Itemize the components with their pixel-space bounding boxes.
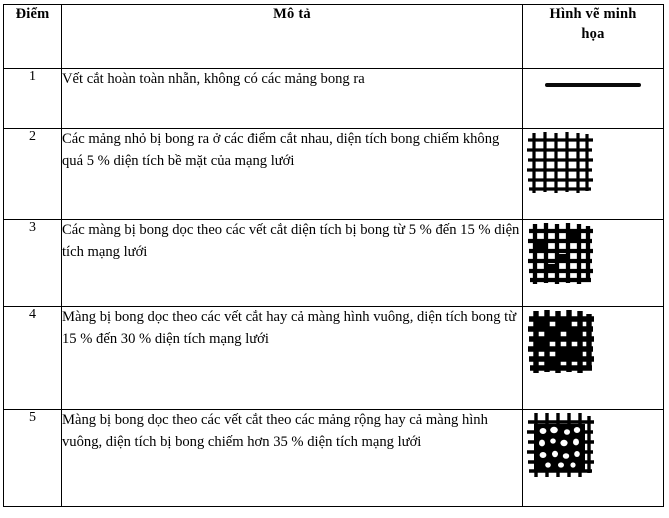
column-header-description: Mô tả [62, 5, 523, 69]
cut-line-icon [545, 83, 641, 87]
figure-cell [523, 220, 664, 307]
table-row [4, 307, 664, 410]
score-cell: 3 [4, 220, 62, 307]
column-header-score: Điểm [4, 5, 62, 69]
table-row [4, 129, 664, 220]
description-cell: Các mảng nhỏ bị bong ra ở các điểm cắt nhau, diện tích bong chiếm không quá 5 % diện tích bề mặt của mạng lưới [62, 129, 523, 220]
score-cell: 4 [4, 307, 62, 410]
heavy-flaking-grid-illustration [523, 307, 597, 377]
table-header [4, 5, 664, 69]
light-flaking-grid-illustration [523, 129, 595, 197]
table-body [4, 69, 664, 507]
score-cell: 1 [4, 69, 62, 129]
severe-flaking-grid-illustration [523, 410, 597, 480]
table-row [4, 69, 664, 129]
moderate-flaking-grid-illustration [523, 220, 595, 288]
adhesion-rating-table [3, 4, 664, 507]
score-cell: 2 [4, 129, 62, 220]
smooth-cut-line-illustration [545, 69, 641, 87]
description-cell: Vết cắt hoàn toàn nhẵn, không có các mảng bong ra [62, 69, 523, 129]
description-cell: Màng bị bong dọc theo các vết cắt theo các mảng rộng hay cả màng hình vuông, diện tích bị bong chiếm hơn 35 % diện tích mạng lưới [62, 410, 523, 507]
column-header-figure: Hình vẽ minh họa [523, 5, 664, 69]
table-row [4, 220, 664, 307]
description-cell: Màng bị bong dọc theo các vết cắt hay cả màng hình vuông, diện tích bong từ 15 % đến 30 % diện tích mạng lưới [62, 307, 523, 410]
score-cell: 5 [4, 410, 62, 507]
table-header-row [4, 5, 664, 69]
figure-cell [523, 307, 664, 410]
figure-cell [523, 129, 664, 220]
figure-cell [523, 69, 664, 129]
figure-cell [523, 410, 664, 507]
description-cell: Các màng bị bong dọc theo các vết cắt diện tích bị bong từ 5 % đến 15 % diện tích mạng lưới [62, 220, 523, 307]
table-row [4, 410, 664, 507]
